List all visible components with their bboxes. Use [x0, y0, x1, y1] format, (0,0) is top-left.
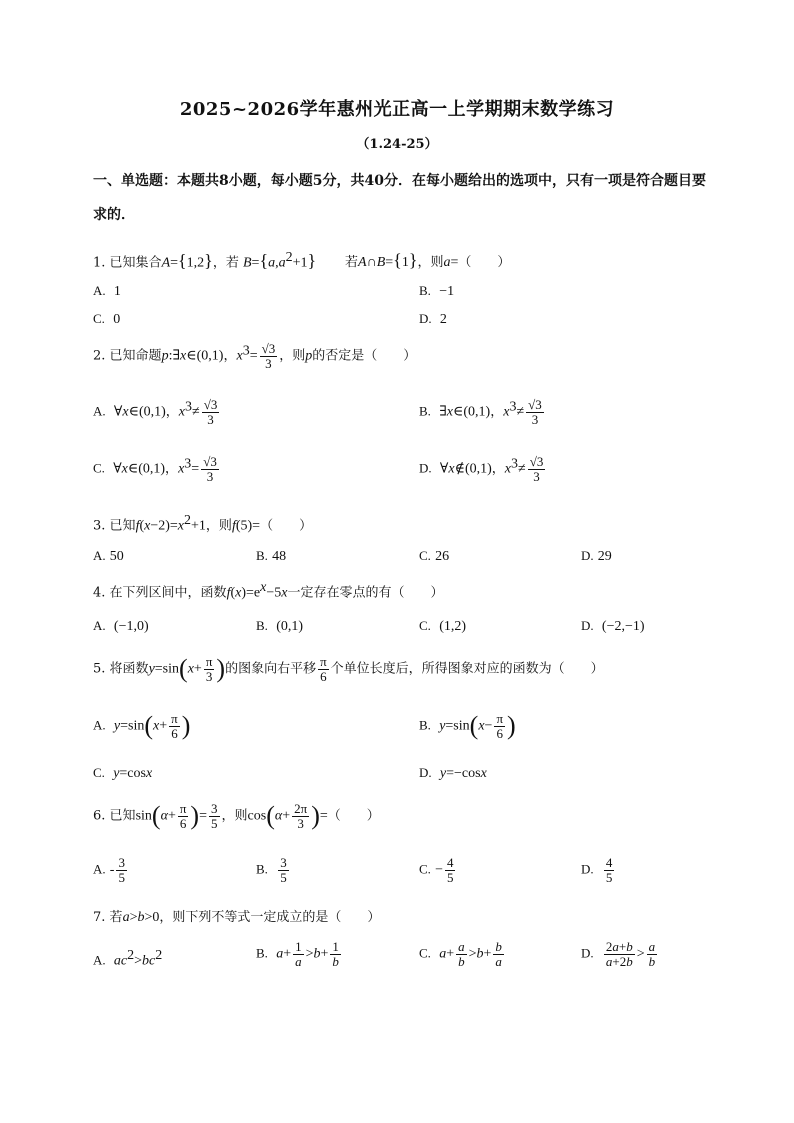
option-b[interactable]: B. a+ $\frac{1}{a}$ >b+ $\frac{1}{b}$: [256, 939, 339, 969]
question-stem: ，则: [417, 255, 444, 270]
question-6: 6. 已知sin(α+ $\frac{\pi}{6}$ )= $\frac{3}{5}$ ，则cos(α+ $\frac{2\pi}{3}$ )=（ ）: [93, 801, 380, 831]
option-d[interactable]: D. (−2,−1): [581, 618, 645, 634]
question-2: 2. 已知命题p:∃x∈(0,1)，$x^3=$ $\frac{√3}{3}$ ，则p的否定是（ ）: [93, 341, 417, 371]
option-c[interactable]: C. 26: [419, 548, 450, 564]
option-d[interactable]: D. $\frac{4}{5}$: [581, 855, 613, 885]
option-a[interactable]: A. 1: [93, 283, 121, 299]
option-a[interactable]: A. $ac^2>bc^2$: [93, 948, 163, 969]
question-stem: ，若: [212, 255, 239, 271]
page-title: 2025~2026学年惠州光正高一上学期期末数学练习: [179, 99, 615, 120]
question-3: 3. 已知$f(x-2)=x^2+1$，则f(5)=（ ）: [93, 513, 313, 534]
page-subtitle: （1.24-25）: [356, 137, 438, 152]
question-4: 4. 在下列区间中，函数$f(x)=e^x-5x$一定存在零点的有（ ）: [93, 580, 444, 601]
option-a[interactable]: A. - $\frac{3}{5}$: [93, 855, 125, 885]
option-b[interactable]: B. (0,1): [256, 618, 304, 634]
option-b[interactable]: B. $\frac{3}{5}$: [256, 855, 287, 885]
question-stem: 已知集合: [109, 255, 162, 271]
option-b[interactable]: B. ∃x∈(0,1)，$x^3\ne$ $\frac{√3}{3}$: [419, 397, 542, 427]
option-c[interactable]: C. ∀x∈(0,1)，$x^3=$ $\frac{√3}{3}$: [93, 454, 217, 484]
question-number: 1.: [93, 255, 106, 271]
option-d[interactable]: D. 29: [581, 548, 612, 564]
question-stem: （ ）: [458, 255, 511, 270]
option-d[interactable]: D. $\frac{2a+b}{a+2b}$ > $\frac{a}{b}$: [581, 939, 656, 969]
option-c[interactable]: C. a+ $\frac{a}{b}$ >b+ $\frac{b}{a}$: [419, 939, 502, 969]
option-c[interactable]: C. (1,2): [419, 618, 467, 634]
question-1: 1. 已知集合A={1,2}，若 $B=\{a,a^2+1\}$: [93, 250, 317, 271]
option-d[interactable]: D. 2: [419, 311, 447, 327]
question-7: 7. 若a>b>0，则下列不等式一定成立的是（ ）: [93, 910, 381, 925]
option-d[interactable]: D. ∀x∉(0,1)，$x^3\ne$ $\frac{√3}{3}$: [419, 454, 544, 484]
option-b[interactable]: B. −1: [419, 283, 455, 299]
question-5: 5. 将函数y=sin(x+ $\frac{\pi}{3}$ )的图象向右平移 $\frac{\pi}{6}$ 个单位长度后，所得图象对应的函数为（ ）: [93, 654, 604, 684]
option-c[interactable]: C. 0: [93, 311, 121, 327]
option-b[interactable]: B. y=sin(x− $\frac{\pi}{6}$ ): [419, 711, 516, 741]
question-1-cont: 若A∩B={1}，则a=（ ）: [345, 250, 511, 270]
option-a[interactable]: A. y=sin(x+ $\frac{\pi}{6}$ ): [93, 711, 191, 741]
option-a[interactable]: A. (−1,0): [93, 618, 149, 634]
option-d[interactable]: D. y=−cosx: [419, 765, 487, 781]
section-instructions: 一、单选题：本题共8小题，每小题5分，共40分．在每小题给出的选项中，只有一项是符合题目要求的．: [93, 173, 706, 223]
option-a[interactable]: A. 50: [93, 548, 124, 564]
option-c[interactable]: C. − $\frac{4}{5}$: [419, 855, 454, 885]
option-b[interactable]: B. 48: [256, 548, 287, 564]
option-c[interactable]: C. y=cosx: [93, 765, 153, 781]
option-a[interactable]: A. ∀x∈(0,1)，$x^3\ne$ $\frac{√3}{3}$: [93, 397, 218, 427]
